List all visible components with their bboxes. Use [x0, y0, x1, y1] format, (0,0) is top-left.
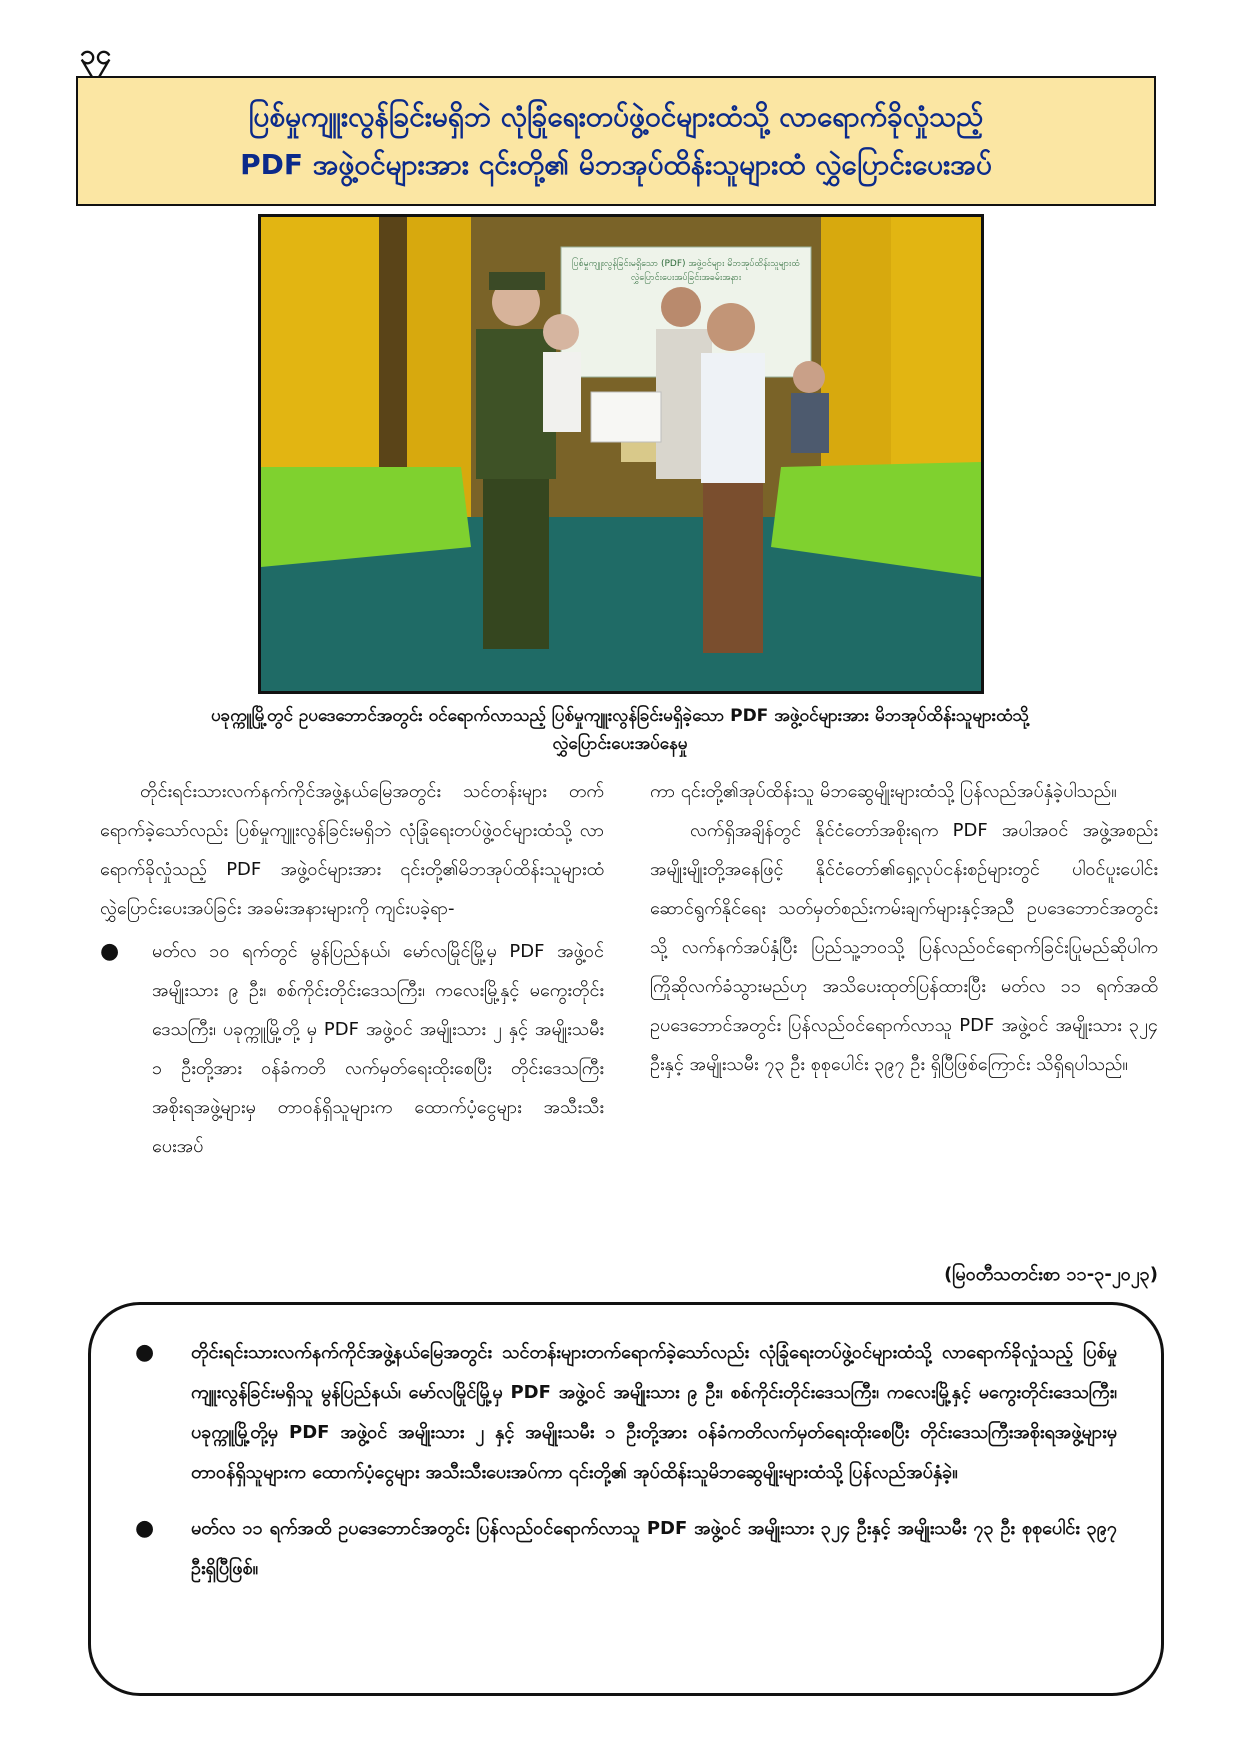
man-back-head — [661, 287, 701, 327]
woman-head — [543, 314, 579, 350]
handed-document — [591, 392, 661, 442]
news-source: (မြဝတီသတင်းစာ ၁၁-၃-၂၀၂၃) — [944, 1264, 1158, 1285]
man-front-shirt — [701, 353, 765, 483]
man-front-longyi — [703, 483, 763, 653]
seated-officer-body — [791, 393, 829, 453]
article-bullet-1 — [100, 932, 604, 1166]
officer-cap — [489, 272, 545, 290]
article-paragraph-2: လက်ရှိအချိန်တွင် နိုင်ငံတော်အစိုးရက PDF အပါအဝင် အဖွဲ့အစည်းအမျိုးမျိုးတို့အနေဖြင့် နိုင်ငံတော်၏ရှေ့လုပ်ငန်းစဉ်များတွင် ပါဝင်ပူးပေါင်းဆောင်ရွက်နိုင်ရေး သတ်မှတ်စည်းကမ်းချက်များနှင့်အညီ ဥပဒေဘောင်အတွင်းသို့ လက်နက်အပ်နှံပြီး ပြည်သူ့ဘဝသို့ ပြန်လည်ဝင်ရောက်ခြင်းပြုမည်ဆိုပါက ကြိုဆိုလက်ခံသွားမည်ဟု အသိပေးထုတ်ပြန်ထားပြီး မတ်လ ၁၁ ရက်အထိ ဥပဒေဘောင်အတွင်း ပြန်လည်ဝင်ရောက်လာသူ PDF အဖွဲ့ဝင် အမျိုးသား ၃၂၄ ဦးနှင့် အမျိုးသမီး ၇၃ ဦး စုစုပေါင်း ၃၉၇ ဦး ရှိပြီဖြစ်ကြောင်း သိရှိရပါသည်။ — [650, 820, 1158, 1075]
seated-officer-head — [793, 361, 825, 393]
summary-item-2-text: မတ်လ ၁၁ ရက်အထိ ဥပဒေဘောင်အတွင်း ပြန်လည်ဝင်ရောက်လာသူ PDF အဖွဲ့ဝင် အမျိုးသား ၃၂၄ ဦးနှင့် အမျိုးသမီး ၇၃ ဦး စုစုပေါင်း ၃၉၇ ဦးရှိပြီဖြစ်။ — [191, 1518, 1117, 1579]
summary-box — [88, 1302, 1164, 1696]
summary-item-1 — [135, 1333, 1117, 1493]
article-intro: တိုင်းရင်းသားလက်နက်ကိုင်အဖွဲ့နယ်မြေအတွင်း သင်တန်းများ တက်ရောက်ခဲ့သော်လည်း ပြစ်မှုကျူးလွန်ခြင်းမရှိဘဲ လုံခြုံရေးတပ်ဖွဲ့ဝင်များထံသို့ လာရောက်ခိုလှုံသည့် PDF အဖွဲ့ဝင်များအား ၎င်းတို့၏မိဘအုပ်ထိန်းသူများထံ လွှဲပြောင်းပေးအပ်ခြင်း အခမ်းအနားများကို ကျင်းပခဲ့ရာ- — [100, 781, 604, 919]
article-bullet-1-text: မတ်လ ၁၀ ရက်တွင် မွန်ပြည်နယ်၊ မော်လမြိုင်မြို့မှ PDF အဖွဲ့ဝင် အမျိုးသား ၉ ဦး၊ စစ်ကိုင်းတိုင်းဒေသကြီး၊ ကလေးမြို့နှင့် မကွေးတိုင်းဒေသကြီး၊ ပခုက္ကူမြို့တို့ မှ PDF အဖွဲ့ဝင် အမျိုးသား ၂ နှင့် အမျိုးသမီး ၁ ဦးတို့အား ဝန်ခံကတိ လက်မှတ်ရေးထိုးစေပြီး တိုင်းဒေသကြီးအစိုးရအဖွဲ့များမှ တာဝန်ရှိသူများက ထောက်ပံ့ငွေများ အသီးသီးပေးအပ် — [152, 941, 604, 1157]
man-front-head — [707, 303, 755, 351]
caption-line-1: ပခုက္ကူမြို့တွင် ဥပဒေဘောင်အတွင်း ဝင်ရောက်လာသည့် ပြစ်မှုကျူးလွန်ခြင်းမရှိခဲ့သော PDF အဖွဲ့ဝင်များအား မိဘအုပ်ထိန်းသူများထံသို့ — [210, 706, 1029, 726]
caption-line-2: လွှဲပြောင်းပေးအပ်နေမှု — [552, 734, 688, 754]
woman-blouse — [543, 352, 581, 432]
bullet-icon: ● — [135, 1516, 155, 1541]
article-continuation: ကာ ၎င်းတို့၏အုပ်ထိန်းသူ မိဘဆွေမျိုးများထံသို့ ပြန်လည်အပ်နှံခဲ့ပါသည်။ — [650, 781, 1117, 802]
banner-text: ပြစ်မှုကျူးလွန်ခြင်းမရှိသော (PDF) အဖွဲ့ဝင်များ မိဘအုပ်ထိန်းသူများထံ လွှဲပြောင်းပေးအပ်ခြင်းအခမ်းအနား — [571, 259, 801, 283]
news-photo — [258, 214, 984, 694]
summary-item-1-text: တိုင်းရင်းသားလက်နက်ကိုင်အဖွဲ့နယ်မြေအတွင်း သင်တန်းများတက်ရောက်ခဲ့သော်လည်း လုံခြုံရေးတပ်ဖွဲ့ဝင်များထံသို့ လာရောက်ခိုလှုံသည့် ပြစ်မှုကျူးလွန်ခြင်းမရှိသူ မွန်ပြည်နယ်၊ မော်လမြိုင်မြို့မှ PDF အဖွဲ့ဝင် အမျိုးသား ၉ ဦး၊ စစ်ကိုင်းတိုင်းဒေသကြီး၊ ကလေးမြို့နှင့် မကွေးတိုင်းဒေသကြီး၊ ပခုက္ကူမြို့တို့မှ PDF အဖွဲ့ဝင် အမျိုးသား ၂ နှင့် အမျိုးသမီး ၁ ဦးတို့အား ဝန်ခံကတိလက်မှတ်ရေးထိုးစေပြီး တိုင်းဒေသကြီးအစိုးရအဖွဲ့များမှ တာဝန်ရှိသူများက ထောက်ပံ့ငွေများ အသီးသီးပေးအပ်ကာ ၎င်းတို့၏ အုပ်ထိန်းသူမိဘဆွေမျိုးများထံသို့ ပြန်လည်အပ်နှံခဲ့။ — [191, 1342, 1117, 1483]
headline-line-1: ပြစ်မှုကျူးလွန်ခြင်းမရှိဘဲ လုံခြုံရေးတပ်ဖွဲ့ဝင်များထံသို့ လာရောက်ခိုလှုံသည့် — [248, 100, 984, 133]
headline-line-2: PDF အဖွဲ့ဝင်များအား ၎င်းတို့၏ မိဘအုပ်ထိန်းသူများထံ လွှဲပြောင်းပေးအပ် — [240, 148, 992, 181]
ceremony-photo-illustration — [261, 217, 981, 691]
photo-caption — [70, 702, 1170, 758]
article-right-column — [650, 772, 1158, 1084]
bullet-icon: ● — [100, 939, 120, 964]
page-number: ၃၄ — [80, 38, 112, 71]
summary-item-2 — [135, 1509, 1117, 1589]
article-left-column — [100, 772, 604, 1166]
bullet-icon: ● — [135, 1340, 155, 1365]
officer-trousers — [483, 479, 549, 649]
headline-box — [76, 76, 1156, 206]
